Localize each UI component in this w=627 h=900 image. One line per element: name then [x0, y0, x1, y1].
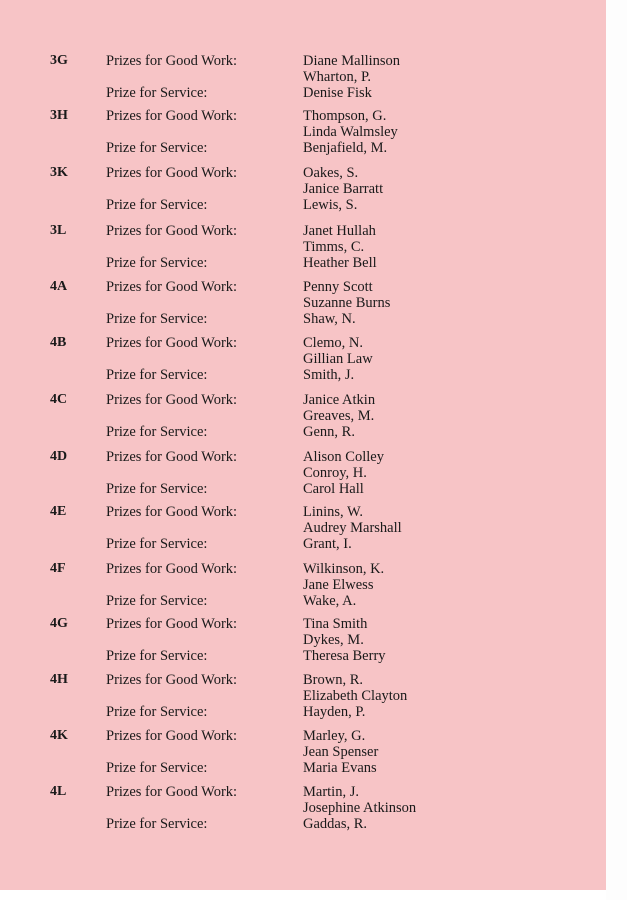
good-work-row: [0, 223, 606, 239]
winner-name: Thompson, G.: [303, 108, 387, 124]
winner-name: Janice Barratt: [303, 181, 384, 197]
good-work-row: [0, 672, 606, 688]
service-label: Prize for Service:: [106, 704, 208, 720]
winner-name: Clemo, N.: [303, 335, 364, 351]
form-group: [0, 561, 606, 609]
form-group: [0, 449, 606, 497]
service-row: [0, 424, 606, 440]
service-winner-name: Wake, A.: [303, 593, 357, 609]
service-winner-name: Hayden, P.: [303, 704, 366, 720]
winner-name: Diane Mallinson: [303, 53, 401, 69]
form-group: [0, 392, 606, 440]
winner-name: Marley, G.: [303, 728, 366, 744]
winner-name: Elizabeth Clayton: [303, 688, 408, 704]
good-work-row: [0, 392, 606, 408]
good-work-row-2: [0, 577, 606, 593]
good-work-label: Prizes for Good Work:: [106, 784, 238, 800]
form-code: 4F: [50, 561, 66, 576]
winner-name: Martin, J.: [303, 784, 359, 800]
good-work-row-2: [0, 351, 606, 367]
service-label: Prize for Service:: [106, 481, 208, 497]
good-work-row: [0, 279, 606, 295]
service-winner-name: Heather Bell: [303, 255, 377, 271]
form-code: 4D: [50, 449, 68, 464]
good-work-label: Prizes for Good Work:: [106, 728, 238, 744]
winner-name: Conroy, H.: [303, 465, 367, 481]
winner-name: Audrey Marshall: [303, 520, 402, 536]
winner-name: Dykes, M.: [303, 632, 364, 648]
form-group: [0, 223, 606, 271]
service-row: [0, 140, 606, 156]
good-work-label: Prizes for Good Work:: [106, 616, 238, 632]
winner-name: Wilkinson, K.: [303, 561, 385, 577]
service-label: Prize for Service:: [106, 593, 208, 609]
service-row: [0, 816, 606, 832]
service-winner-name: Denise Fisk: [303, 85, 372, 101]
form-group: [0, 279, 606, 327]
winner-name: Janet Hullah: [303, 223, 376, 239]
good-work-row-2: [0, 239, 606, 255]
service-row: [0, 255, 606, 271]
good-work-row: [0, 108, 606, 124]
good-work-row-2: [0, 408, 606, 424]
good-work-label: Prizes for Good Work:: [106, 335, 238, 351]
good-work-label: Prizes for Good Work:: [106, 53, 238, 69]
good-work-label: Prizes for Good Work:: [106, 279, 238, 295]
good-work-row-2: [0, 465, 606, 481]
form-group: [0, 672, 606, 720]
service-label: Prize for Service:: [106, 197, 208, 213]
form-code: 4A: [50, 279, 68, 294]
form-code: 4B: [50, 335, 67, 350]
winner-name: Josephine Atkinson: [303, 800, 417, 816]
service-row: [0, 481, 606, 497]
form-code: 4C: [50, 392, 68, 407]
service-row: [0, 704, 606, 720]
good-work-label: Prizes for Good Work:: [106, 449, 238, 465]
form-code: 3K: [50, 165, 68, 180]
winner-name: Linins, W.: [303, 504, 364, 520]
good-work-label: Prizes for Good Work:: [106, 504, 238, 520]
service-winner-name: Benjafield, M.: [303, 140, 388, 156]
service-label: Prize for Service:: [106, 85, 208, 101]
winner-name: Jane Elwess: [303, 577, 374, 593]
service-winner-name: Carol Hall: [303, 481, 364, 497]
form-group: [0, 784, 606, 832]
service-winner-name: Smith, J.: [303, 367, 355, 383]
service-label: Prize for Service:: [106, 536, 208, 552]
good-work-row-2: [0, 295, 606, 311]
winner-name: Greaves, M.: [303, 408, 375, 424]
service-label: Prize for Service:: [106, 367, 208, 383]
form-group: [0, 728, 606, 776]
form-code: 3H: [50, 108, 68, 123]
service-label: Prize for Service:: [106, 816, 208, 832]
good-work-label: Prizes for Good Work:: [106, 108, 238, 124]
winner-name: Penny Scott: [303, 279, 373, 295]
winner-name: Suzanne Burns: [303, 295, 391, 311]
good-work-row-2: [0, 800, 606, 816]
good-work-label: Prizes for Good Work:: [106, 392, 238, 408]
service-winner-name: Theresa Berry: [303, 648, 386, 664]
service-label: Prize for Service:: [106, 255, 208, 271]
form-group: [0, 616, 606, 664]
service-winner-name: Gaddas, R.: [303, 816, 368, 832]
good-work-row: [0, 449, 606, 465]
winner-name: Linda Walmsley: [303, 124, 398, 140]
good-work-row-2: [0, 744, 606, 760]
good-work-label: Prizes for Good Work:: [106, 672, 238, 688]
form-group: [0, 108, 606, 156]
service-winner-name: Shaw, N.: [303, 311, 356, 327]
service-row: [0, 536, 606, 552]
form-code: 4H: [50, 672, 68, 687]
form-code: 4G: [50, 616, 68, 631]
form-code: 4E: [50, 504, 67, 519]
service-row: [0, 648, 606, 664]
service-row: [0, 311, 606, 327]
service-row: [0, 197, 606, 213]
good-work-row-2: [0, 688, 606, 704]
service-winner-name: Grant, I.: [303, 536, 352, 552]
winner-name: Alison Colley: [303, 449, 384, 465]
winner-name: Wharton, P.: [303, 69, 372, 85]
good-work-label: Prizes for Good Work:: [106, 165, 238, 181]
winner-name: Gillian Law: [303, 351, 373, 367]
good-work-row: [0, 728, 606, 744]
service-winner-name: Genn, R.: [303, 424, 355, 440]
winner-name: Tina Smith: [303, 616, 368, 632]
form-code: 4L: [50, 784, 67, 799]
service-label: Prize for Service:: [106, 311, 208, 327]
good-work-row: [0, 616, 606, 632]
good-work-row: [0, 784, 606, 800]
service-label: Prize for Service:: [106, 648, 208, 664]
good-work-label: Prizes for Good Work:: [106, 561, 238, 577]
form-group: [0, 335, 606, 383]
service-winner-name: Lewis, S.: [303, 197, 358, 213]
good-work-row: [0, 561, 606, 577]
winner-name: Timms, C.: [303, 239, 365, 255]
good-work-row-2: [0, 124, 606, 140]
good-work-row: [0, 335, 606, 351]
service-label: Prize for Service:: [106, 140, 208, 156]
form-group: [0, 165, 606, 213]
form-group: [0, 504, 606, 552]
winner-name: Brown, R.: [303, 672, 364, 688]
service-row: [0, 367, 606, 383]
good-work-row: [0, 53, 606, 69]
good-work-label: Prizes for Good Work:: [106, 223, 238, 239]
scan-margin: [606, 0, 627, 900]
service-row: [0, 760, 606, 776]
winner-name: Oakes, S.: [303, 165, 359, 181]
form-code: 3G: [50, 53, 68, 68]
winner-name: Jean Spenser: [303, 744, 379, 760]
form-group: [0, 53, 606, 101]
good-work-row: [0, 165, 606, 181]
form-code: 3L: [50, 223, 67, 238]
service-label: Prize for Service:: [106, 424, 208, 440]
good-work-row-2: [0, 520, 606, 536]
good-work-row-2: [0, 632, 606, 648]
good-work-row-2: [0, 69, 606, 85]
form-code: 4K: [50, 728, 68, 743]
service-row: [0, 593, 606, 609]
service-winner-name: Maria Evans: [303, 760, 377, 776]
good-work-row-2: [0, 181, 606, 197]
service-label: Prize for Service:: [106, 760, 208, 776]
good-work-row: [0, 504, 606, 520]
winner-name: Janice Atkin: [303, 392, 376, 408]
service-row: [0, 85, 606, 101]
